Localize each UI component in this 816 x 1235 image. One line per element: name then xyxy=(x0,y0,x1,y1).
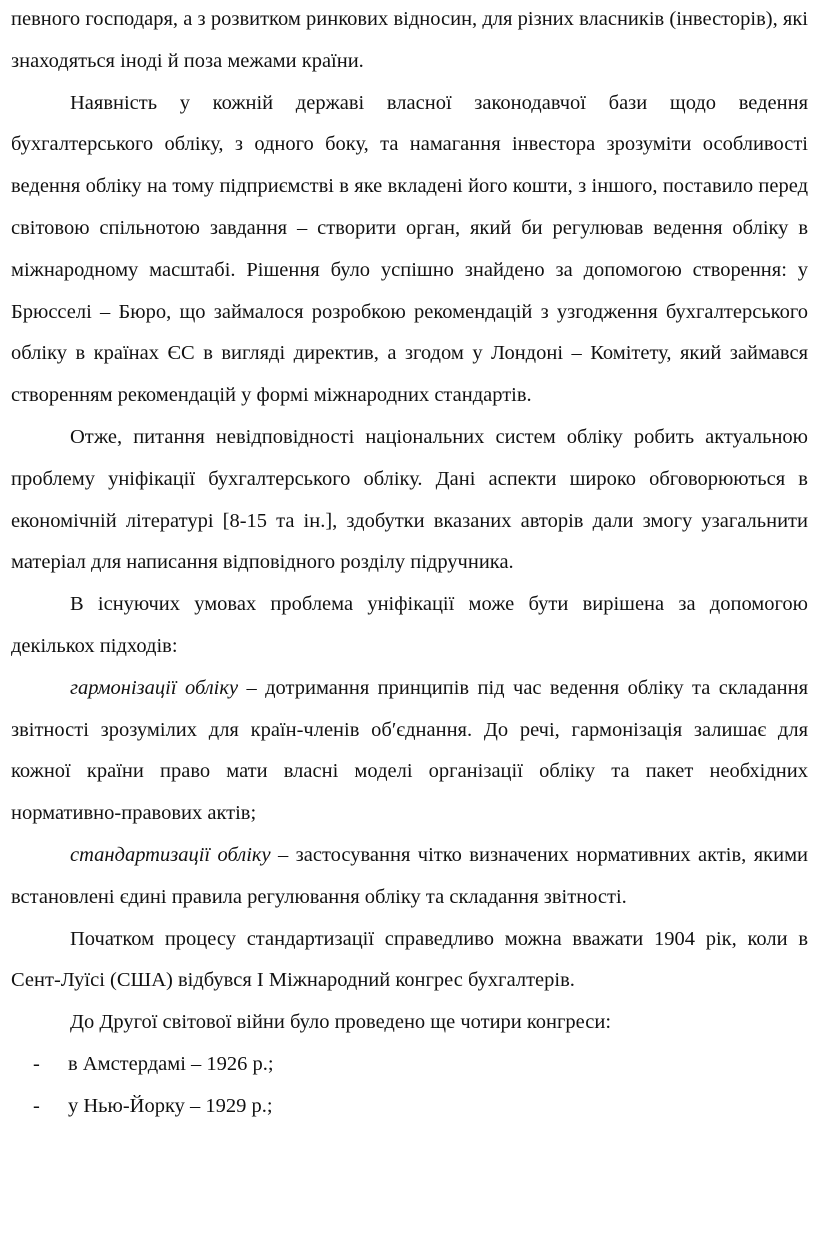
list-item xyxy=(11,1044,808,1086)
paragraph-legislative-basis: Наявність у кожній державі власної законодавчої бази щодо ведення бухгалтерського обліку, з одного боку, та намагання інвестора зрозуміти особливості ведення обліку на тому підприємстві в яке вкладені його кошти, з іншого, поставило перед світовою спільнотою завдання – створити орган, який би регулював ведення обліку в міжнародному масштабі. Рішення було успішно знайдено за допомогою створення: у Брюсселі – Бюро, що займалося розробкою рекомендацій з узгодження бухгалтерського обліку в країнах ЄС в вигляді директив, а згодом у Лондоні – Комітету, який займався створенням рекомендацій у формі міжнародних стандартів. xyxy=(11,91,808,407)
list-marker: - xyxy=(33,1052,40,1075)
paragraph-harmonization xyxy=(11,668,808,835)
paragraph-congresses-intro: До Другої світової війни було проведено ще чотири конгреси: xyxy=(70,1011,612,1034)
congress-list xyxy=(11,1044,808,1128)
list-item-text: в Амстердамі – 1926 р.; xyxy=(68,1052,274,1075)
list-marker: - xyxy=(33,1094,40,1117)
term-standardization: стандартизації обліку xyxy=(70,843,271,866)
document-body xyxy=(11,0,808,1128)
paragraph-standardization-start: Початком процесу стандартизації справедливо можна вважати 1904 рік, коли в Сент-Луїсі (США) відбувся І Міжнародний конгрес бухгалтерів. xyxy=(11,927,808,992)
harmonization-definition: – дотримання принципів під час ведення обліку та складання звітності зрозумілих для країн-членів об′єднання. До речі, гармонізація залишає для кожної країни право мати власні моделі організації обліку та пакет необхідних нормативно-правових актів; xyxy=(11,676,809,825)
standardization-definition: – застосування чітко визначених нормативних актів, якими встановлені єдині правила регулювання обліку та складання звітності. xyxy=(11,843,809,908)
list-item xyxy=(11,1086,808,1128)
paragraph-standardization xyxy=(11,835,808,919)
paragraph-unification-problem: Отже, питання невідповідності національних систем обліку робить актуальною проблему уніфікації бухгалтерського обліку. Дані аспекти широко обговорюються в економічній літературі [8-15 та ін.], здобутки вказаних авторів дали змогу узагальнити матеріал для написання відповідного розділу підручника. xyxy=(11,425,808,574)
list-item-text: у Нью-Йорку – 1929 р.; xyxy=(68,1094,273,1117)
paragraph-continuation: певного господаря, а з розвитком ринкових відносин, для різних власників (інвесторів), які знаходяться іноді й поза межами країни. xyxy=(11,8,808,72)
paragraph-approaches-intro: В існуючих умовах проблема уніфікації може бути вирішена за допомогою декількох підходів: xyxy=(11,593,808,657)
term-harmonization: гармонізації обліку xyxy=(70,676,239,699)
